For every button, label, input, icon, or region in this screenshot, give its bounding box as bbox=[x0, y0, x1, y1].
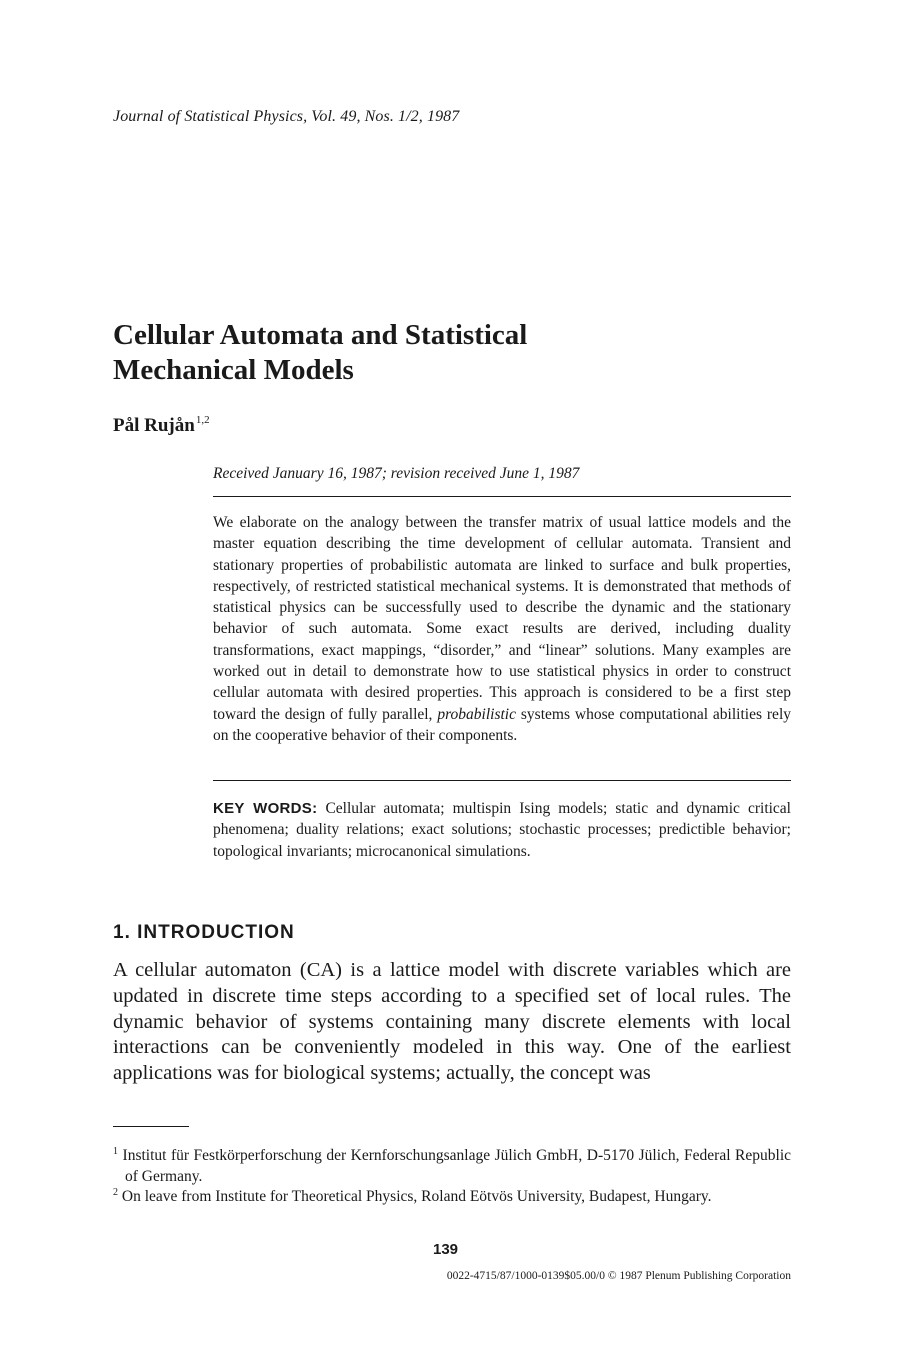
section-heading: 1. INTRODUCTION bbox=[113, 922, 295, 943]
keywords-label: KEY WORDS: bbox=[213, 800, 318, 817]
abstract bbox=[213, 512, 791, 746]
author-affiliation-marks: 1,2 bbox=[195, 414, 210, 426]
title-line-2: Mechanical Models bbox=[113, 354, 354, 386]
footnote-rule bbox=[113, 1126, 189, 1127]
footnote-1-text: Institut für Festkörperforschung der Kernforschungsanlage Jülich GmbH, D-5170 Jülich, Federal Republic of Germany. bbox=[122, 1147, 792, 1185]
received-dates: Received January 16, 1987; revision received June 1, 1987 bbox=[213, 465, 580, 482]
footnote-1 bbox=[113, 1142, 791, 1187]
abstract-top-rule bbox=[213, 496, 791, 497]
author-name-text: Pål Rujån bbox=[113, 415, 195, 436]
keywords-text: Cellular automata; multispin Ising models; static and dynamic critical phenomena; duality relations; exact solutions; stochastic processes; predictible behavior; topological invariants; microcanonical simulations. bbox=[213, 800, 791, 860]
title-line-1: Cellular Automata and Statistical bbox=[113, 319, 528, 351]
abstract-bottom-rule bbox=[213, 780, 791, 781]
keywords bbox=[213, 798, 791, 862]
copyright-line: 0022-4715/87/1000-0139$05.00/0 © 1987 Plenum Publishing Corporation bbox=[446, 1270, 791, 1282]
abstract-text-1: We elaborate on the analogy between the transfer matrix of usual lattice models and the master equation describing the time development of cellular automata. Transient and stationary properties of probabilistic automata are linked to surface and bulk properties, respectively, of restricted statistical mechanical systems. It is demonstrated that methods of statistical physics can be successfully used to describe the dynamic and the stationary behavior of such automata. Some exact results are derived, including duality transformations, exact mappings, “disorder,” and “linear” solutions. Many examples are worked out in detail to demonstrate how to use statistical physics in order to construct cellular automata with desired properties. This approach is considered to be a first step toward the design of fully parallel, bbox=[213, 514, 791, 723]
footnote-2-text: On leave from Institute for Theoretical Physics, Roland Eötvös University, Budapest, Hungary. bbox=[121, 1188, 712, 1205]
footnote-2-mark: 2 bbox=[113, 1187, 118, 1198]
journal-citation: Journal of Statistical Physics, Vol. 49, Nos. 1/2, 1987 bbox=[113, 108, 460, 125]
footnote-2 bbox=[113, 1183, 791, 1208]
paper-title bbox=[113, 318, 713, 388]
author-name bbox=[113, 414, 210, 437]
footnote-1-mark: 1 bbox=[113, 1146, 118, 1157]
introduction-paragraph: A cellular automaton (CA) is a lattice model with discrete variables which are updated in discrete time steps according to a specified set of local rules. The dynamic behavior of systems containing many discrete elements with local interactions can be conveniently modeled in this way. One of the earliest applications was for biological systems; actually, the concept was bbox=[113, 959, 791, 1085]
abstract-text-2: systems whose computational abilities rely on the cooperative behavior of their components. bbox=[213, 705, 791, 744]
page-number: 139 bbox=[433, 1241, 459, 1258]
abstract-italic-term: probabilistic bbox=[437, 705, 516, 723]
